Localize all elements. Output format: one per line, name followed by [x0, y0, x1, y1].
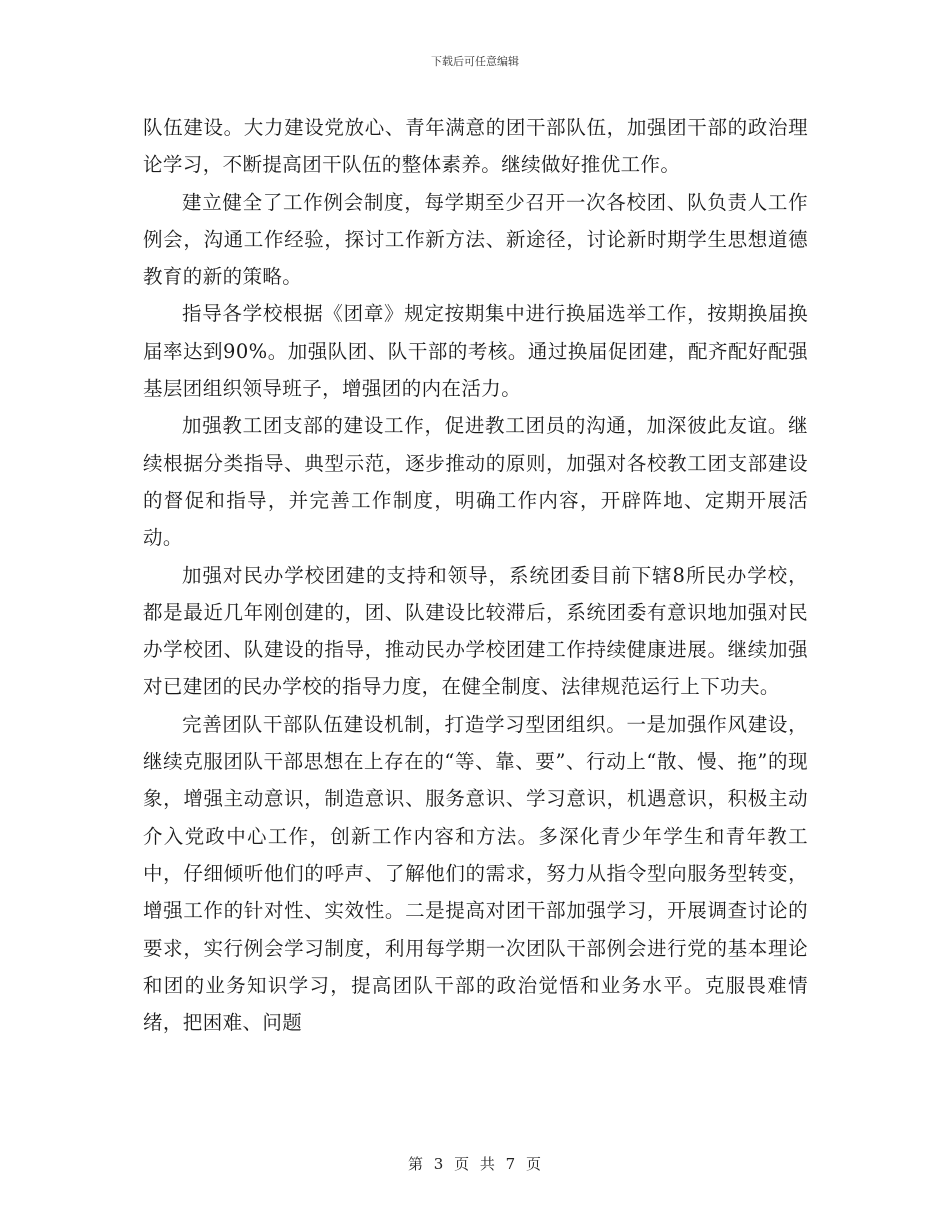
- document-body: [143, 109, 808, 1041]
- paragraph: 加强对民办学校团建的支持和领导，系统团委目前下辖8所民办学校，都是最近几年刚创建的，团、队建设比较滞后，系统团委有意识地加强对民办学校团、队建设的指导，推动民办学校团建工作持续健康进展。继续加强对已建团的民办学校的指导力度，在健全制度、法律规范运行上下功夫。: [143, 563, 808, 699]
- paragraph: 完善团队干部队伍建设机制，打造学习型团组织。一是加强作风建设，继续克服团队干部思想在上存在的“等、靠、要”、行动上“散、慢、拖”的现象，增强主动意识，制造意识、服务意识、学习意识，机遇意识，积极主动介入党政中心工作，创新工作内容和方法。多深化青少年学生和青年教工中，仔细倾听他们的呼声、了解他们的需求，努力从指令型向服务型转变，增强工作的针对性、实效性。二是提高对团干部加强学习，开展调查讨论的要求，实行例会学习制度，利用每学期一次团队干部例会进行党的基本理论和团的业务知识学习，提高团队干部的政治觉悟和业务水平。克服畏难情绪，把困难、问题: [143, 712, 808, 1035]
- paragraph: 队伍建设。大力建设党放心、青年满意的团干部队伍，加强团干部的政治理论学习，不断提高团干队伍的整体素养。继续做好推优工作。: [143, 116, 808, 177]
- paragraph: 指导各学校根据《团章》规定按期集中进行换届选举工作，按期换届换届率达到90%。加强队团、队干部的考核。通过换届促团建，配齐配好配强基层团组织领导班子，增强团的内在活力。: [143, 302, 808, 401]
- page-header: 下载后可任意编辑: [431, 55, 519, 68]
- paragraph: 加强教工团支部的建设工作，促进教工团员的沟通，加深彼此友谊。继续根据分类指导、典型示范，逐步推动的原则，加强对各校教工团支部建设的督促和指导，并完善工作制度，明确工作内容，开辟阵地、定期开展活动。: [143, 414, 808, 550]
- paragraph: 建立健全了工作例会制度，每学期至少召开一次各校团、队负责人工作例会，沟通工作经验，探讨工作新方法、新途径，讨论新时期学生思想道德教育的新的策略。: [143, 190, 808, 289]
- page-footer: 第 3 页 共 7 页: [408, 1155, 542, 1173]
